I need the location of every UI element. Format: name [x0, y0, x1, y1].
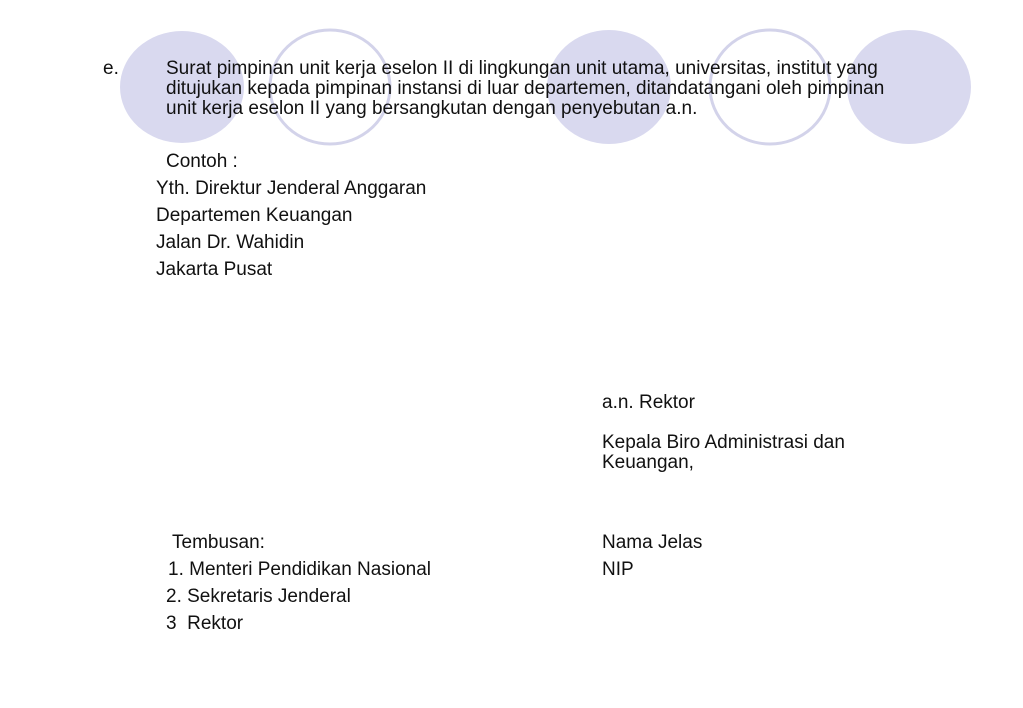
cc-label: Tembusan: [172, 532, 265, 553]
item-line-3: unit kerja eselon II yang bersangkutan dengan penyebutan a.n. [166, 98, 698, 119]
item-marker: e. [103, 58, 119, 79]
address-line-4: Jakarta Pusat [156, 259, 273, 280]
cc-item-3: 3 Rektor [166, 613, 244, 634]
signature-on-behalf: a.n. Rektor [602, 392, 695, 413]
item-line-1: Surat pimpinan unit kerja eselon II di lingkungan unit utama, universitas, institut yang [166, 58, 878, 79]
address-line-1: Yth. Direktur Jenderal Anggaran [156, 178, 427, 199]
example-label: Contoh : [166, 151, 238, 172]
item-line-2: ditujukan kepada pimpinan instansi di luar departemen, ditandatangani oleh pimpinan [166, 78, 885, 99]
address-line-3: Jalan Dr. Wahidin [156, 232, 305, 253]
signature-nip: NIP [602, 559, 634, 580]
address-line-2: Departemen Keuangan [156, 205, 353, 226]
signature-position-line-2: Keuangan, [602, 452, 694, 473]
cc-item-1: 1. Menteri Pendidikan Nasional [168, 559, 431, 580]
signature-name: Nama Jelas [602, 532, 703, 553]
signature-position-line-1: Kepala Biro Administrasi dan [602, 432, 845, 453]
cc-item-2: 2. Sekretaris Jenderal [166, 586, 351, 607]
